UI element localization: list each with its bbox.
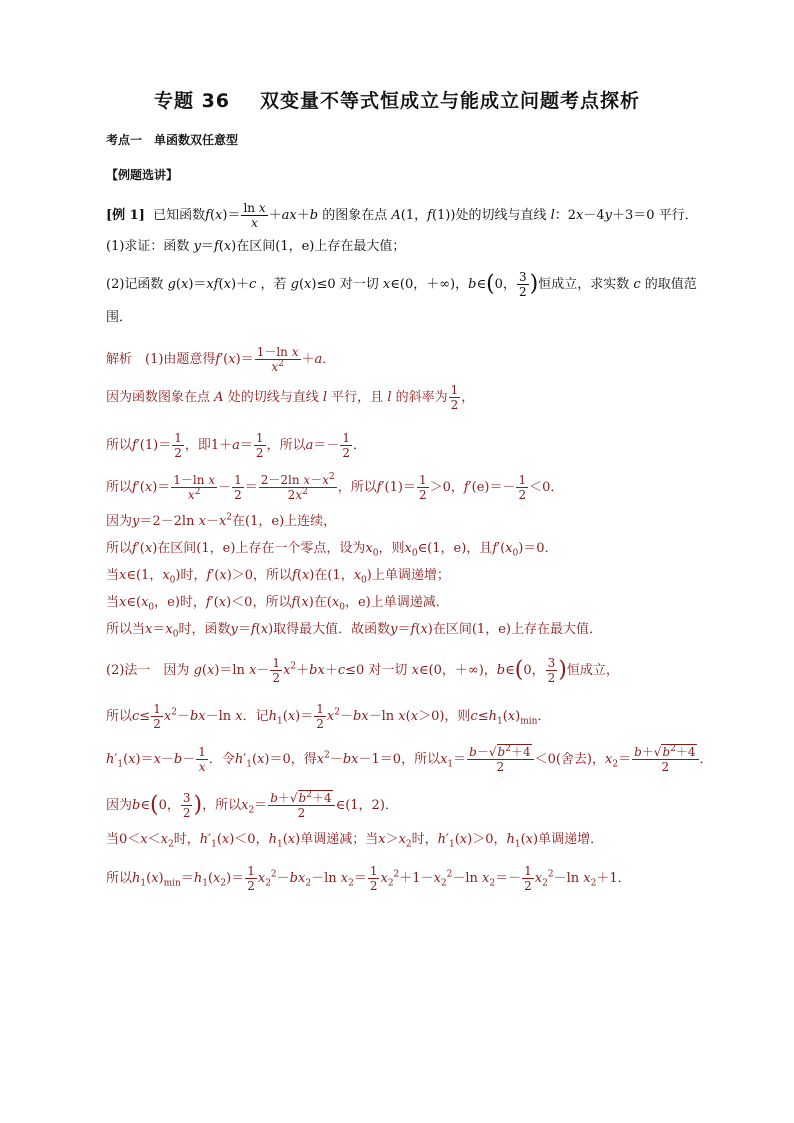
- section-heading: 考点一 单函数双任意型: [106, 133, 239, 147]
- solution-line-9: 所以当$x=x_0$时，函数y＝f(x)取得最大值．故函数y＝f(x)在区间(1，e)上存在最大值．: [106, 622, 602, 640]
- solution-line-10: (2)法一 因为 g(x)＝ln x－ $\frac{1}{2}$ $x^2+bx+c\le 0$ 对一切 x∈(0，＋∞)，b∈(0， $\frac{3}{2}$ )恒成立，: [106, 656, 619, 685]
- solution-line-2: 因为函数图象在点 A 处的切线与直线 l 平行，且 l 的斜率为 $\frac{1}{2}$ ，: [106, 383, 475, 412]
- subsection-heading: 【例题选讲】: [106, 168, 179, 182]
- page-title: [0, 86, 794, 113]
- problem-line-2: (1)求证：函数 y＝f(x)在区间(1，e)上存在最大值；: [106, 239, 406, 254]
- problem-line-1: [例 1] 已知函数f(x)＝ $\frac{\text{ln x}}{x}$ ＋ax＋b 的图象在点 A(1，f(1))处的切线与直线 l：2x－4y＋3＝0 平行．: [106, 201, 698, 230]
- solution-line-4: 所以f′(x)＝ $\frac{\text{1－ln x}}{x^2}$ － $\frac{1}{2}$ ＝ $\frac{2-2\ln x-x^2}{2x^2}$ ，所以f′(1)＝ $\frac{1}{2}$ ＞0，f′(e)＝－ $\frac{1}{2}$ ＜0．: [106, 472, 564, 502]
- solution-line-8: 当$x\in(x_0$，e)时，f′(x)＜0，所以f(x)在($x_0$，e)上单调递减．: [106, 595, 449, 613]
- solution-line-15: 所以$h_1(x)_{min}=h_1(x_2)=$ $\frac{1}{2}$ $x_2^2-bx_2-\ln$ $x_2=$ $\frac{1}{2}$ $x_2^2+1-x_2^2-\ln$ $x_2=-$ $\frac{1}{2}$ $x_2^2-\ln$ $x_2+1$．: [106, 864, 631, 893]
- problem-line-4: 围．: [106, 310, 133, 325]
- solution-line-12: $h'_1(x)=x-b-$ $\frac{1}{x}$ ．令$h'_1(x)=0$，得$x^2-bx-1=0$，所以$x_1=$ $\frac{b-√b^2+4}{2}$ ＜0(舍去)，$x_2=$ $\frac{b+√b^2+4}{2}$ ．: [106, 744, 713, 774]
- solution-line-6: 所以f′(x)在区间(1，e)上存在一个零点，设为$x_0$，则$x_0\in(1$，e)，且$f'(x_0)=0$．: [106, 541, 558, 559]
- solution-line-1: 解析 (1)由题意得f′(x)＝ $\frac{\text{1－ln x}}{x^2}$ ＋a．: [106, 345, 336, 374]
- solution-line-5: 因为y＝2－2ln $x-x^2$在(1，e)上连续，: [106, 512, 337, 529]
- solution-line-3: 所以f′(1)＝ $\frac{1}{2}$ ，即1＋a＝ $\frac{1}{2}$ ，所以a＝－ $\frac{1}{2}$ ．: [106, 431, 367, 460]
- problem-line-3: (2)记函数 g(x)＝xf(x)＋c ，若 g(x)≤0 对一切 x∈(0，＋∞)，b∈(0， $\frac{3}{2}$ )恒成立，求实数 c 的取值范: [106, 270, 697, 299]
- example-label: [例 1]: [106, 208, 145, 223]
- solution-line-14: 当$0<x<x_2$时，$h'_1(x)<0$，$h_1(x)$单调递减；当$x>x_2$时，$h'_1(x)>0$，$h_1(x)$单调递增．: [106, 832, 604, 850]
- title-text: 双变量不等式恒成立与能成立问题考点探析: [260, 90, 641, 112]
- solution-line-13: 因为b∈(0， $\frac{3}{2}$ )，所以$x_2=$ $\frac{b+√b^2+4}{2}$ ∈(1，2)．: [106, 790, 398, 820]
- solution-line-11: 所以c≤ $\frac{1}{2}$ $x^2-bx-\ln$ x．记$h_1(x)=$ $\frac{1}{2}$ $x^2-bx-\ln$ x(x＞0)，则$c\le h_1(x)_{min}$．: [106, 702, 551, 731]
- title-number: 专题 36: [153, 90, 231, 112]
- solution-line-7: 当x∈(1，$x_0$)时，f′(x)＞0，所以f(x)在(1，$x_0$)上单调递增；: [106, 568, 450, 586]
